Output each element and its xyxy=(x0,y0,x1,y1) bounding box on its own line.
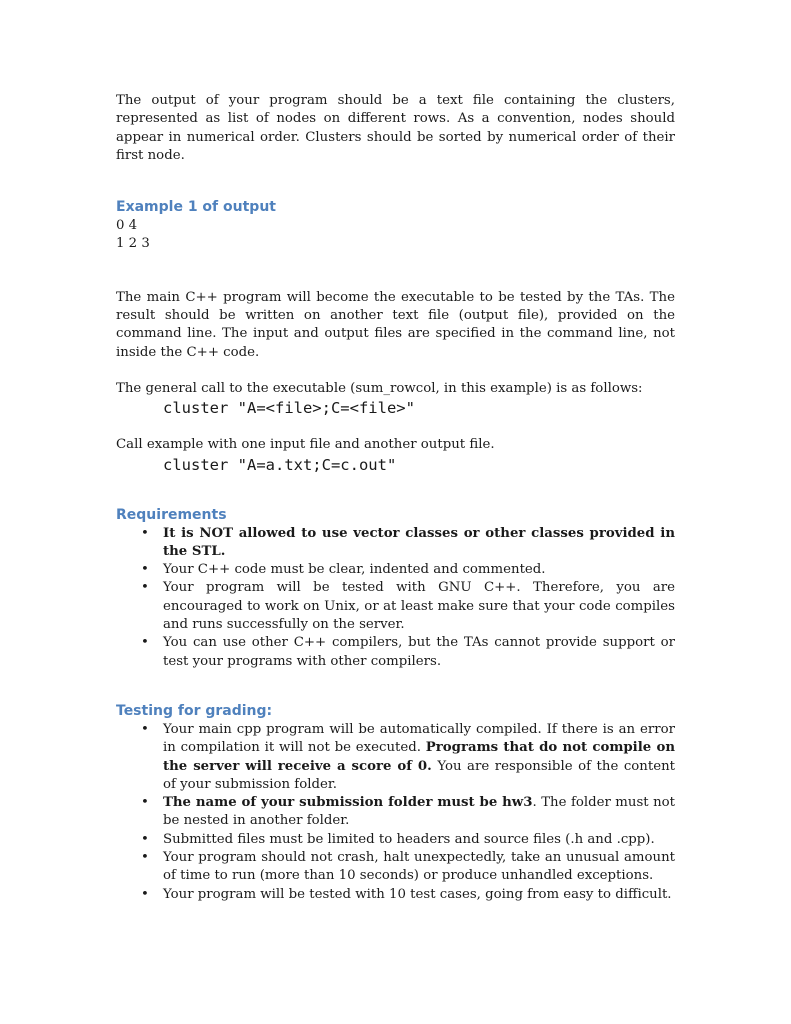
testing-item2-bold: The name of your submission folder must be hw3 xyxy=(163,795,533,811)
testing-item: • Your program will be tested with 10 test cases, going from easy to difficult. xyxy=(163,886,675,904)
call-example-command: cluster "A=a.txt;C=c.out" xyxy=(163,455,397,474)
requirements-list xyxy=(116,525,675,671)
general-call-text: The general call to the executable (sum_rowcol, in this example) is as follows: xyxy=(116,380,643,396)
requirement-item: • You can use other C++ compilers, but the TAs cannot provide support or test your programs with other compilers. xyxy=(163,634,675,671)
call-example-text: Call example with one input file and another output file. xyxy=(116,437,495,453)
requirements-heading: Requirements xyxy=(116,506,227,523)
testing-item2-part2: . The folder must not be nested in another folder. xyxy=(163,795,675,829)
requirement-item xyxy=(163,525,675,562)
main-program-paragraph: The main C++ program will become the executable to be tested by the TAs. The result should be written on another text file (output file), provided on the command line. The input and output files are specified in the command line, not inside the C++ code. xyxy=(116,289,675,360)
testing-item xyxy=(163,721,675,794)
example1-heading: Example 1 of output xyxy=(116,199,276,216)
requirement-item-text: It is NOT allowed to use vector classes or other classes provided in the STL. xyxy=(163,525,675,559)
testing-heading: Testing for grading: xyxy=(116,702,273,719)
testing-item1-bold: Programs that do not compile on the server will receive a score of 0. xyxy=(163,740,675,774)
example1-line-2: 1 2 3 xyxy=(116,236,150,252)
testing-list xyxy=(116,721,675,904)
testing-item: • Submitted files must be limited to headers and source files (.h and .cpp). xyxy=(163,831,675,849)
example1-line-1: 0 4 xyxy=(116,218,138,234)
intro-paragraph: The output of your program should be a text file containing the clusters, represented as list of nodes on different rows. As a convention, nodes should appear in numerical order. Clusters should be sorted by numerical order of their first node. xyxy=(116,93,675,163)
general-call-command: cluster "A=<file>;C=<file>" xyxy=(163,399,415,418)
testing-item1-part2: You are responsible of the content of your submission folder. xyxy=(163,758,675,792)
requirement-item: • Your program will be tested with GNU C++. Therefore, you are encouraged to work on Unix, or at least make sure that your code compiles and runs successfully on the server. xyxy=(163,579,675,634)
testing-item: • Your program should not crash, halt unexpectedly, take an unusual amount of time to run (more than 10 seconds) or produce unhandled exceptions. xyxy=(163,849,675,886)
testing-item1-part1: Your main cpp program will be automatically compiled. If there is an error in compilation it will not be executed. xyxy=(163,721,675,756)
testing-item xyxy=(163,794,675,831)
requirement-item: • Your C++ code must be clear, indented and commented. xyxy=(163,561,675,579)
